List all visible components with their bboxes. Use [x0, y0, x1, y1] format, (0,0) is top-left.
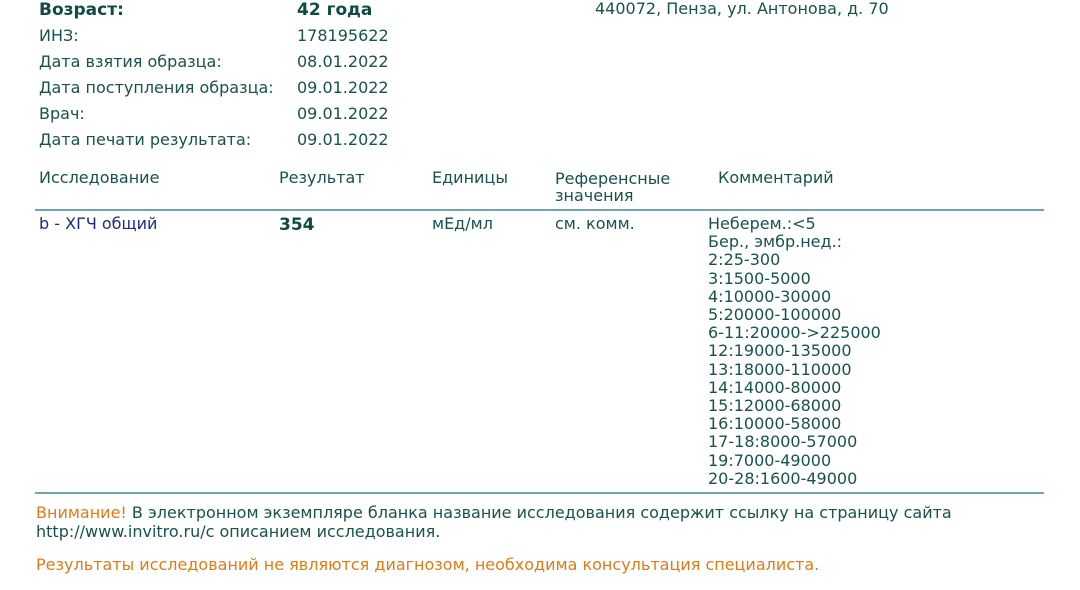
inz-label: ИНЗ: — [39, 26, 79, 45]
comment-line: 4:10000-30000 — [708, 286, 832, 306]
age-value: 42 года — [297, 0, 373, 20]
sample-date-value: 08.01.2022 — [297, 52, 389, 71]
comment-line: 17-18:8000-57000 — [708, 432, 858, 452]
notice-text-1: В электронном экземпляре бланка название исследования содержит ссылку на страницу сайта — [126, 503, 952, 522]
header-reference — [555, 170, 705, 204]
comment-line: 14:14000-80000 — [708, 377, 842, 397]
comment-line: Неберем.:<5 — [708, 214, 816, 233]
doctor-value: 09.01.2022 — [297, 104, 389, 123]
reference-value: см. комм. — [555, 214, 635, 233]
header-reference-line1: Референсные — [555, 169, 671, 188]
received-date-value: 09.01.2022 — [297, 78, 389, 97]
print-date-label: Дата печати результата: — [39, 130, 252, 149]
comment-line: 12:19000-135000 — [708, 341, 852, 361]
result-value: 354 — [279, 215, 315, 235]
units-value: мЕд/мл — [432, 214, 493, 233]
comment-line: 16:10000-58000 — [708, 414, 842, 434]
header-result: Результат — [279, 168, 365, 187]
doctor-label: Врач: — [39, 104, 85, 123]
notice-block — [36, 503, 952, 541]
inz-value: 178195622 — [297, 26, 389, 45]
age-label: Возраст: — [39, 0, 124, 20]
table-top-rule — [35, 209, 1044, 211]
lab-address: 440072, Пенза, ул. Антонова, д. 70 — [595, 0, 889, 18]
notice-warning: Внимание! — [36, 503, 127, 522]
comment-line: 13:18000-110000 — [708, 359, 852, 379]
disclaimer: Результаты исследований не являются диагнозом, необходима консультация специалиста. — [36, 555, 820, 574]
comment-line: 5:20000-100000 — [708, 305, 842, 325]
sample-date-label: Дата взятия образца: — [39, 52, 222, 71]
received-date-label: Дата поступления образца: — [39, 78, 274, 97]
comment-line: 2:25-300 — [708, 250, 781, 270]
comment-line: 20-28:1600-49000 — [708, 468, 858, 488]
comment-line: 6-11:20000->225000 — [708, 323, 881, 343]
table-bottom-rule — [35, 492, 1044, 494]
header-comment: Комментарий — [718, 168, 834, 187]
notice-line-2: http://www.invitro.ru/с описанием исследования. — [36, 522, 441, 541]
test-name-link[interactable]: b - ХГЧ общий — [39, 214, 158, 233]
comment-line: 3:1500-5000 — [708, 268, 811, 288]
comment-line: 19:7000-49000 — [708, 450, 832, 470]
comment-line: Бер., эмбр.нед.: — [708, 232, 843, 252]
comment-list — [708, 215, 881, 488]
print-date-value: 09.01.2022 — [297, 130, 389, 149]
comment-line: 15:12000-68000 — [708, 396, 842, 416]
notice-line-1 — [36, 503, 952, 522]
header-units: Единицы — [432, 168, 508, 187]
header-reference-line2: значения — [555, 186, 634, 205]
header-test: Исследование — [39, 168, 160, 187]
